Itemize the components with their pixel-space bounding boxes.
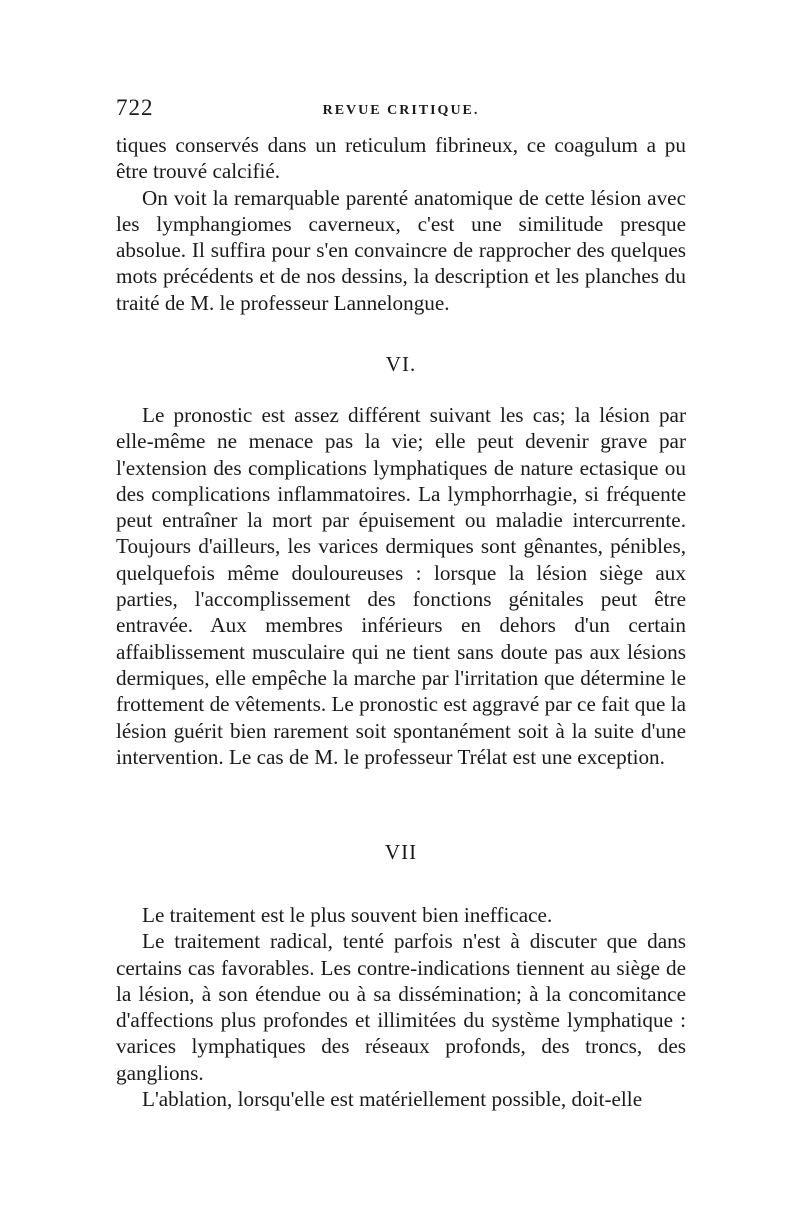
paragraph: L'ablation, lorsqu'elle est matériellement possible, doit-elle	[142, 1087, 643, 1112]
section-vii-text	[116, 902, 686, 1112]
section-heading-vi: VI.	[385, 352, 417, 376]
running-title: REVUE CRITIQUE.	[322, 103, 480, 118]
paragraph: tiques conservés dans un reticulum fibrineux, ce coagulum a pu être trouvé calcifié.	[116, 133, 686, 184]
section-heading-vii: VII	[384, 840, 418, 864]
paragraph: On voit la remarquable parenté anatomique de cette lésion avec les lymphangiomes caverneux, c'est une similitude presque absolue. Il suffira pour s'en convaincre de rapprocher des quelques mots précédents et de nos dessins, la description et les planches du traité de M. le professeur Lannelongue.	[116, 185, 686, 315]
intro-text	[116, 132, 686, 316]
paragraph: Le traitement radical, tenté parfois n'est à discuter que dans certains cas favorables. Les contre-indications tiennent au siège de la lésion, à son étendue ou à sa dissémination; à la concomitance d'affections plus profondes et illimitées du système lymphatique : varices lymphatiques des réseaux profonds, des troncs, des ganglions.	[116, 929, 686, 1085]
paragraph: Le pronostic est assez différent suivant les cas; la lésion par elle-même ne menace pas la vie; elle peut devenir grave par l'extension des complications lymphatiques de nature ectasique ou des complications inflammatoires. La lymphorrhagie, si fréquente peut entraîner la mort par épuisement ou maladie intercurrente. Toujours d'ailleurs, les varices dermiques sont gênantes, pénibles, quelquefois même douloureuses : lorsque la lésion siège aux parties, l'accomplissement des fonctions génitales peut être entravée. Aux membres inférieurs en dehors d'un certain affaiblissement musculaire qui ne tient sans doute pas aux lésions dermiques, elle empêche la marche par l'irritation que détermine le frottement de vêtements. Le pronostic est aggravé par ce fait que la lésion guérit bien rarement soit spontanément soit à la suite d'une intervention. Le cas de M. le professeur Trélat est une exception.	[116, 403, 686, 769]
running-head	[116, 95, 686, 125]
paragraph: Le traitement est le plus souvent bien inefficace.	[142, 903, 553, 927]
section-vi-text	[116, 402, 686, 770]
page-number: 722	[116, 95, 154, 120]
